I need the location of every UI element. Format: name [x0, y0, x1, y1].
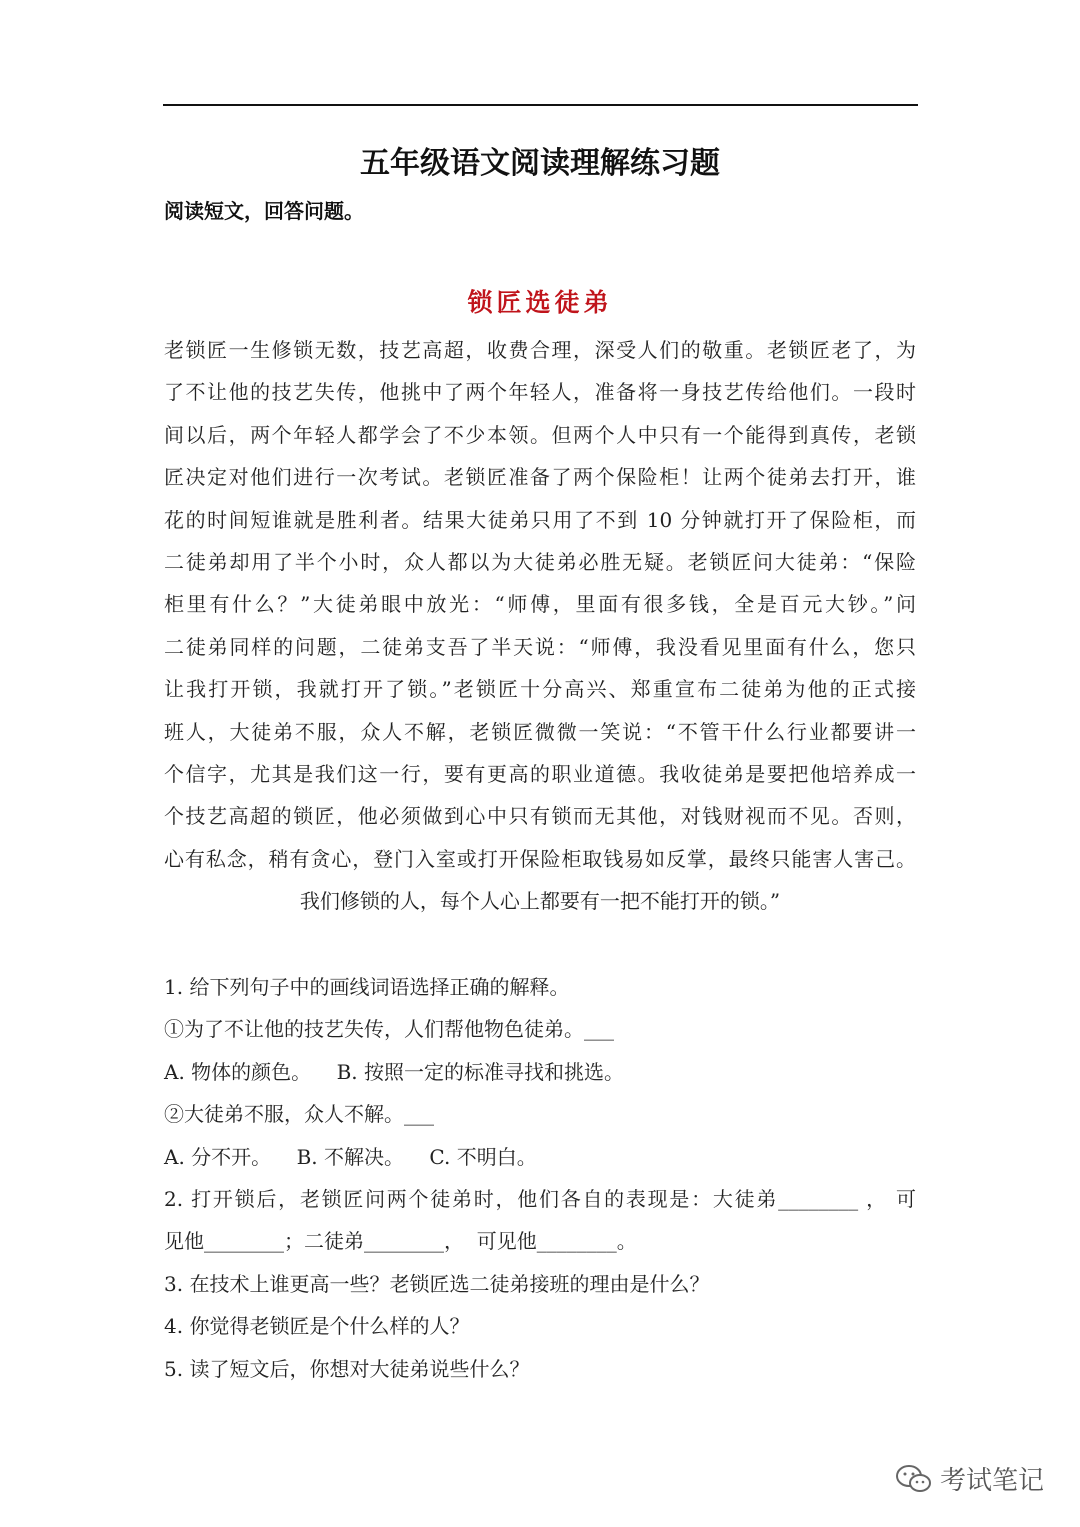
passage-line: 二徒弟同样的问题，二徒弟支吾了半天说：“师傅，我没看见里面有什么，您只	[164, 634, 916, 659]
passage-line: 让我打开锁，我就打开了锁。”老锁匠十分高兴、郑重宣布二徒弟为他的正式接	[164, 677, 916, 702]
question-3: 3. 在技术上谁更高一些？老锁匠选二徒弟接班的理由是什么？	[164, 1271, 710, 1296]
passage-line: 个信字，尤其是我们这一行，要有更高的职业道德。我收徒弟是要把他培养成一	[164, 761, 916, 786]
wechat-icon	[894, 1463, 934, 1495]
question-1-item-1: ①为了不让他的技艺失传，人们帮他物色徒弟。___	[164, 1017, 614, 1042]
question-2: 2. 打开锁后，老锁匠问两个徒弟时，他们各自的表现是：大徒弟________ ， 可	[164, 1186, 916, 1211]
passage	[164, 335, 916, 928]
question-4: 4. 你觉得老锁匠是个什么样的人？	[164, 1314, 470, 1339]
passage-line: 二徒弟却用了半个小时，众人都以为大徒弟必胜无疑。老锁匠问大徒弟：“保险	[164, 549, 916, 574]
question-1-options-1: A. 物体的颜色。 B. 按照一定的标准寻找和挑选。	[164, 1059, 624, 1084]
header-rule	[163, 104, 918, 106]
question-5: 5. 读了短文后，你想对大徒弟说些什么？	[164, 1356, 530, 1381]
watermark-text: 考试笔记	[939, 1466, 1044, 1496]
passage-line: 老锁匠一生修锁无数，技艺高超，收费合理，深受人们的敬重。老锁匠老了，为	[164, 338, 916, 362]
passage-line: 心有私念，稍有贪心，登门入室或打开保险柜取钱易如反掌，最终只能害人害己。	[164, 846, 916, 871]
passage-line: 花的时间短谁就是胜利者。结果大徒弟只用了不到 10 分钟就打开了保险柜，而	[164, 507, 916, 532]
passage-line: 个技艺高超的锁匠，他必须做到心中只有锁而无其他，对钱财视而不见。否则，	[164, 804, 916, 829]
question-1-item-2: ②大徒弟不服，众人不解。___	[164, 1102, 434, 1127]
question-1: 1. 给下列句子中的画线词语选择正确的解释。	[164, 975, 570, 999]
instruction: 阅读短文，回答问题。	[164, 199, 364, 223]
question-1-options-2: A. 分不开。 B. 不解决。 C. 不明白。	[164, 1144, 537, 1169]
story-title: 锁匠选徒弟	[467, 288, 613, 317]
question-2-cont: 见他________；二徒弟________， 可见他________。	[164, 1229, 637, 1254]
passage-line: 班人，大徒弟不服，众人不解，老锁匠微微一笑说：“不管干什么行业都要讲一	[164, 719, 916, 744]
passage-line: 柜里有什么？”大徒弟眼中放光：“师傅，里面有很多钱，全是百元大钞。”问	[164, 592, 916, 617]
passage-line: 间以后，两个年轻人都学会了不少本领。但两个人中只有一个能得到真传，老锁	[164, 422, 916, 447]
watermark	[894, 1460, 1044, 1497]
page-title: 五年级语文阅读理解练习题	[360, 146, 720, 181]
passage-line: 了不让他的技艺失传，他挑中了两个年轻人，准备将一身技艺传给他们。一段时	[164, 380, 916, 405]
passage-line: 匠决定对他们进行一次考试。老锁匠准备了两个保险柜！让两个徒弟去打开，谁	[164, 465, 916, 490]
passage-line: 我们修锁的人，每个人心上都要有一把不能打开的锁。”	[299, 889, 781, 914]
questions	[164, 972, 916, 1396]
